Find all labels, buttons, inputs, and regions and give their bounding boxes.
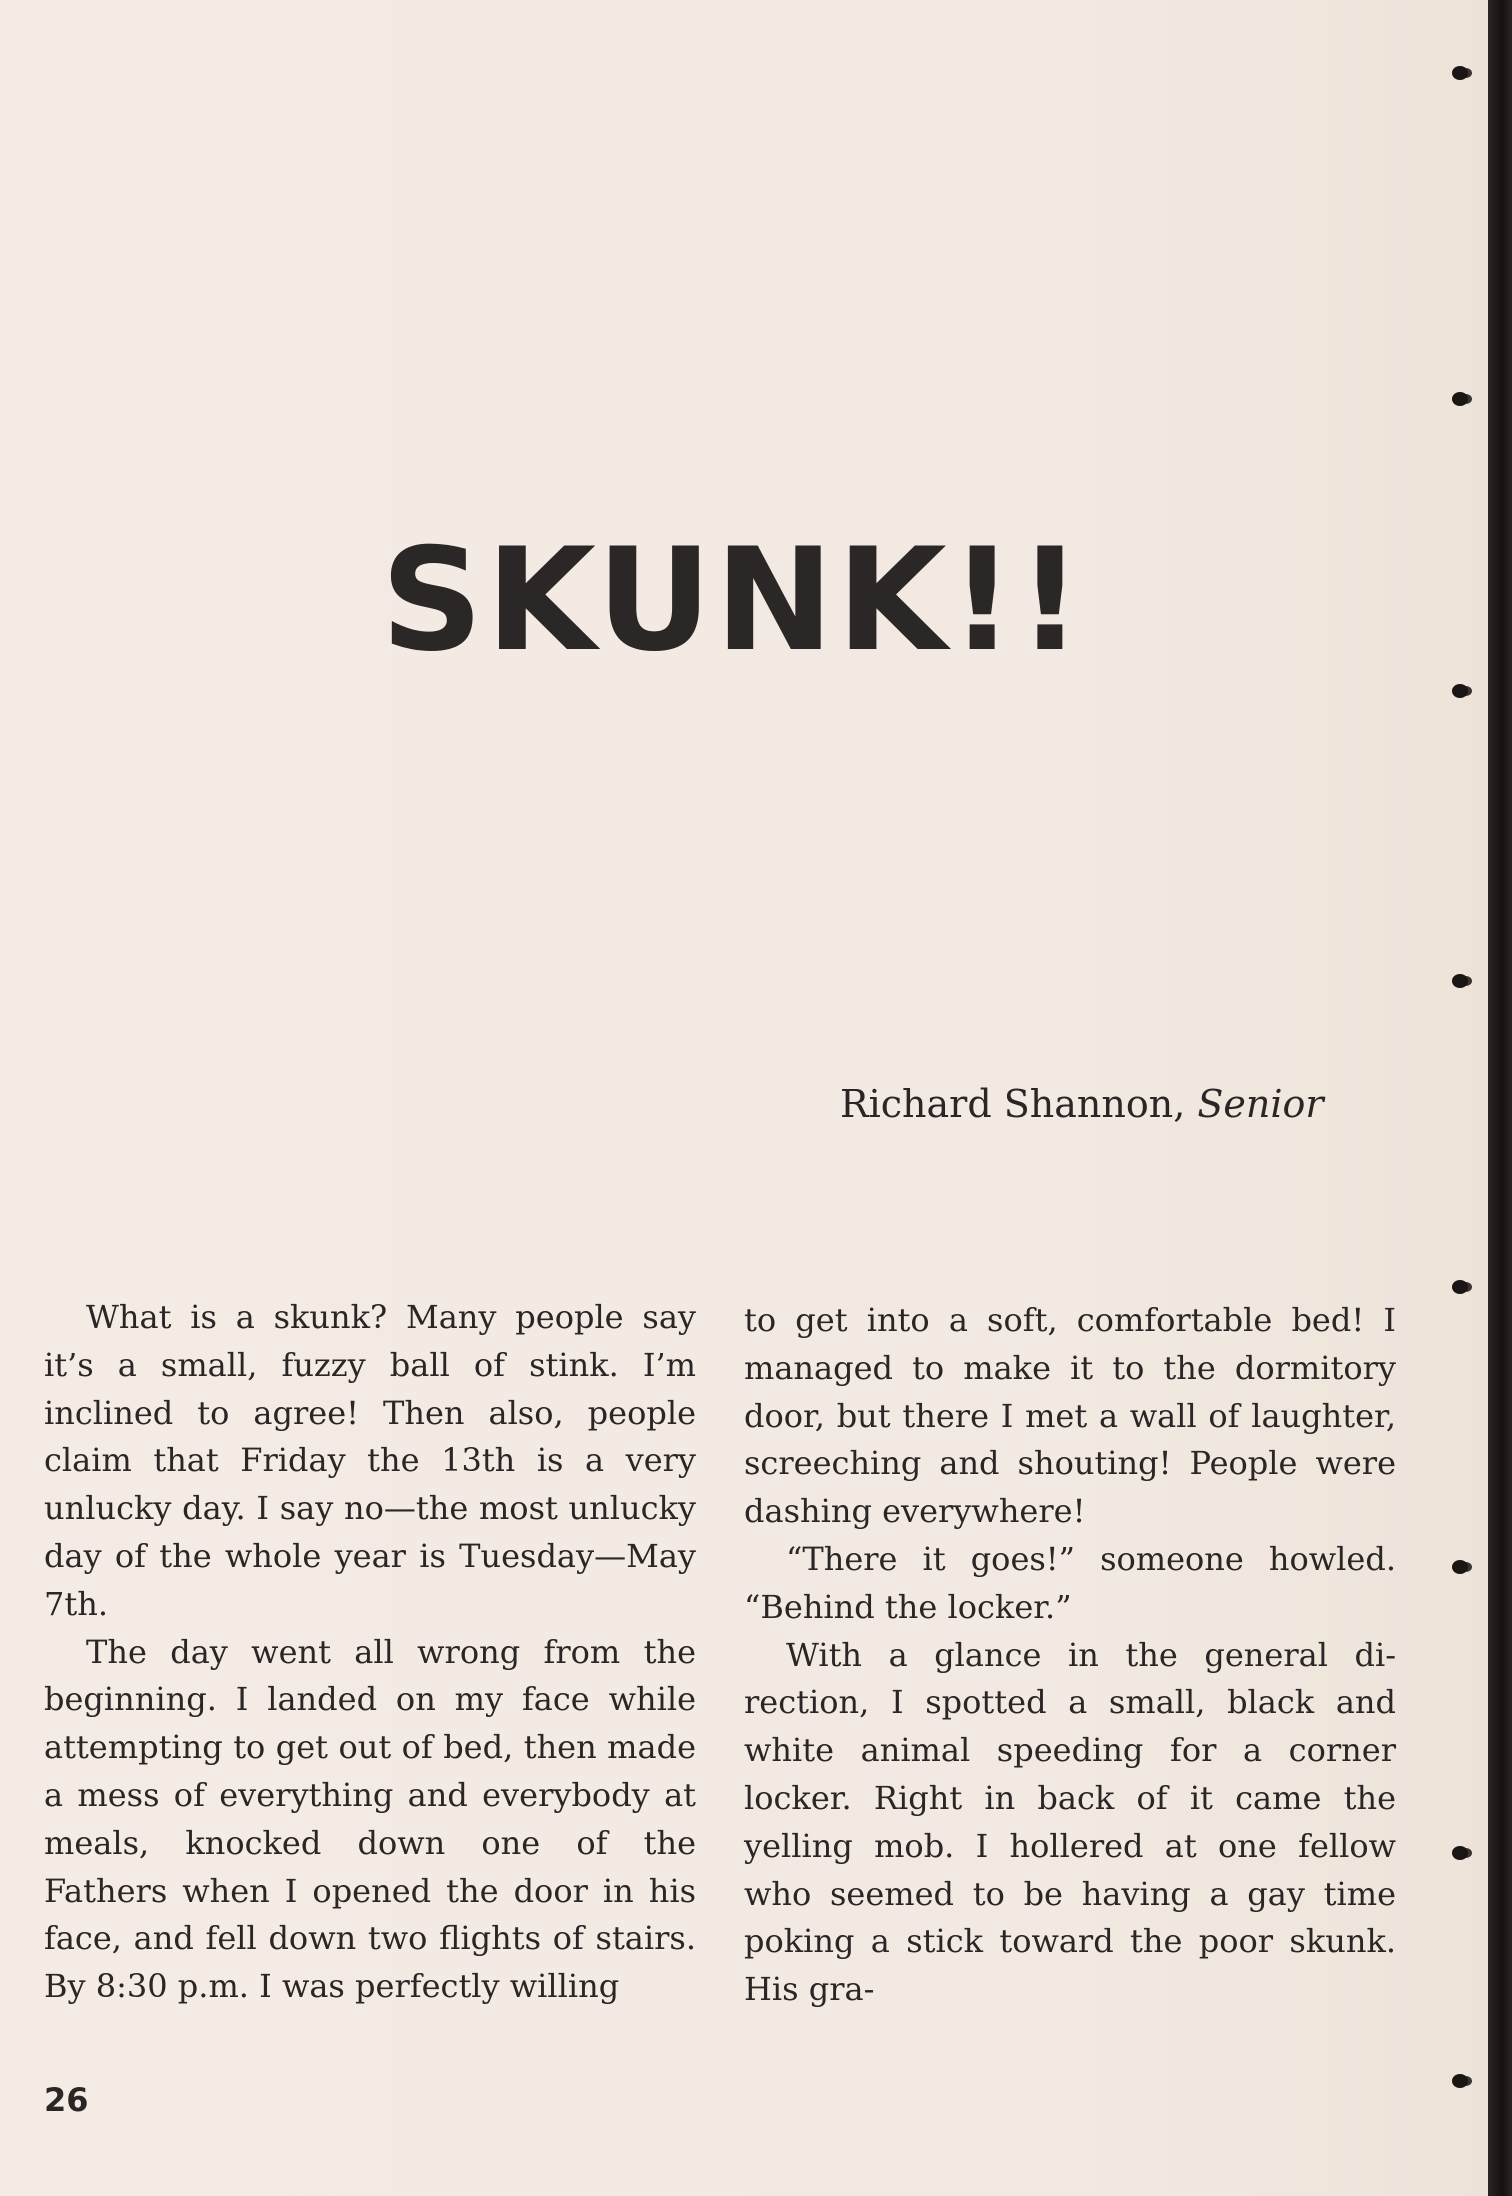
paragraph: The day went all wrong from the beginning. I landed on my face while attempting to get out of bed, then made a mess of everything and everybody at meals, knocked down one of the Fathers when I opened the door in his face, and fell down two flights of stairs. By 8:30 p.m. I was perfectly willing — [44, 1632, 696, 2006]
page-number: 26 — [44, 2081, 89, 2119]
paragraph: With a glance in the general direction, I spotted a small, black and white animal speeding for a corner locker. Right in back of it came the yelling mob. I hollered at one fellow who seemed to be having a gay time poking a stick toward the poor skunk. His gra- — [744, 1635, 1396, 2009]
binding-hole — [1452, 974, 1468, 988]
paragraph: to get into a soft, comfortable bed! I managed to make it to the dormitory door, but there I met a wall of laughter, screeching and shouting! People were dashing everywhere! — [744, 1301, 1396, 1531]
paragraph: “There it goes!” someone howled. “Behind the locker.” — [744, 1539, 1396, 1626]
binding-spine — [1488, 0, 1512, 2196]
binding-hole — [1452, 1846, 1468, 1860]
paragraph: What is a skunk? Many people say it’s a small, fuzzy ball of stink. I’m inclined to agree! Then also, people claim that Friday the 13th is a very unlucky day. I say no—the most unlucky day of the whole year is Tuesday—May 7th. — [44, 1298, 696, 1623]
left-column — [44, 1294, 696, 2011]
binding-hole — [1452, 2074, 1468, 2088]
author-name: Richard Shannon, — [840, 1082, 1186, 1126]
binding-hole — [1452, 1560, 1468, 1574]
author-role: Senior — [1197, 1082, 1324, 1126]
binding-hole — [1452, 392, 1468, 406]
binding-hole — [1452, 1280, 1468, 1294]
byline — [840, 1082, 1324, 1126]
article-title: SKUNK!! — [380, 518, 1086, 683]
right-column — [744, 1297, 1396, 2014]
binding-hole — [1452, 684, 1468, 698]
binding-hole — [1452, 66, 1468, 80]
